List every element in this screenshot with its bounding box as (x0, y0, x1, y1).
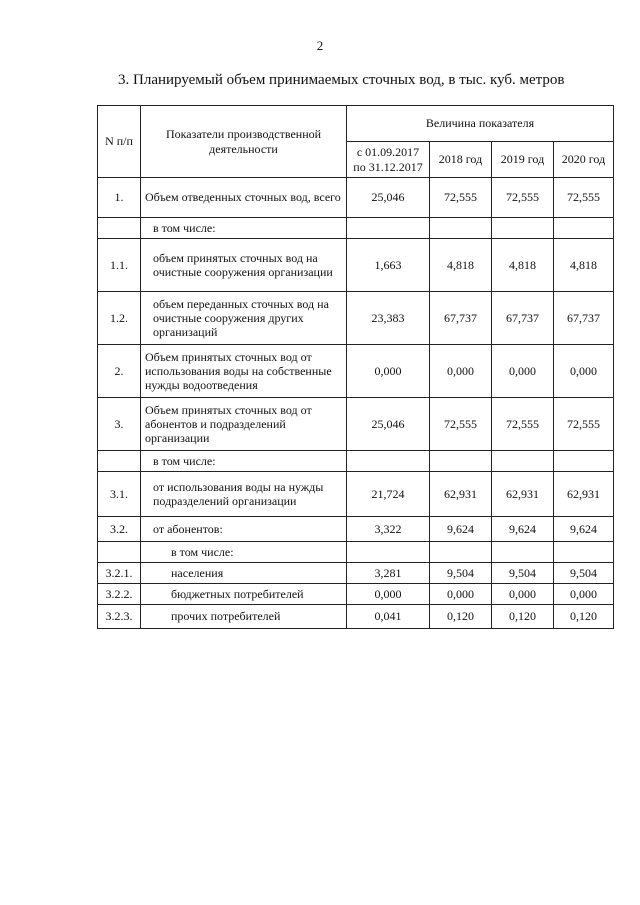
table-row (98, 239, 614, 292)
row-label: в том числе: (141, 218, 347, 239)
row-value: 62,931 (554, 472, 614, 517)
row-value: 9,504 (554, 563, 614, 584)
row-value: 9,504 (430, 563, 492, 584)
row-value (554, 218, 614, 239)
header-period-4: 2020 год (554, 142, 614, 178)
row-value: 67,737 (554, 292, 614, 345)
header-period-1: с 01.09.2017 по 31.12.2017 (347, 142, 430, 178)
row-value (430, 542, 492, 563)
row-value (492, 451, 554, 472)
table-row (98, 542, 614, 563)
table-row (98, 451, 614, 472)
row-value (347, 542, 430, 563)
row-num (98, 542, 141, 563)
row-value: 25,046 (347, 398, 430, 451)
table-row (98, 605, 614, 629)
row-label: бюджетных потребителей (141, 584, 347, 605)
row-value: 72,555 (554, 178, 614, 218)
row-value (430, 218, 492, 239)
header-period-2: 2018 год (430, 142, 492, 178)
row-value: 9,624 (492, 517, 554, 542)
row-num: 3.1. (98, 472, 141, 517)
table-row (98, 178, 614, 218)
header-value: Величина показателя (347, 106, 614, 142)
header-num: N п/п (98, 106, 141, 178)
row-value (554, 542, 614, 563)
row-label: Объем принятых сточных вод от использования воды на собственные нужды водоотведения (141, 345, 347, 398)
row-value (492, 218, 554, 239)
header-period-3: 2019 год (492, 142, 554, 178)
row-num: 3.2.3. (98, 605, 141, 629)
row-label: в том числе: (141, 542, 347, 563)
table-row (98, 584, 614, 605)
row-value: 0,000 (430, 584, 492, 605)
row-label: от использования воды на нужды подразделений организации (141, 472, 347, 517)
page-number: 2 (316, 38, 324, 53)
row-label: Объем принятых сточных вод от абонентов и подразделений организации (141, 398, 347, 451)
row-value: 0,120 (492, 605, 554, 629)
row-value: 9,624 (430, 517, 492, 542)
row-value (430, 451, 492, 472)
row-value: 72,555 (430, 398, 492, 451)
row-label: объем принятых сточных вод на очистные сооружения организации (141, 239, 347, 292)
row-value: 72,555 (492, 178, 554, 218)
row-value (492, 542, 554, 563)
row-value: 9,504 (492, 563, 554, 584)
row-value (347, 218, 430, 239)
row-value: 4,818 (492, 239, 554, 292)
row-label: объем переданных сточных вод на очистные сооружения других организаций (141, 292, 347, 345)
wastewater-table (97, 105, 614, 629)
row-label: прочих потребителей (141, 605, 347, 629)
section-title: 3. Планируемый объем принимаемых сточных вод, в тыс. куб. метров (118, 72, 565, 88)
row-num (98, 218, 141, 239)
row-value (347, 451, 430, 472)
header-indicator: Показатели производственной деятельности (141, 106, 347, 178)
row-value: 0,000 (554, 584, 614, 605)
row-num: 1.1. (98, 239, 141, 292)
table-row (98, 345, 614, 398)
row-value: 3,281 (347, 563, 430, 584)
row-value: 67,737 (492, 292, 554, 345)
row-num: 3.2.2. (98, 584, 141, 605)
row-label: в том числе: (141, 451, 347, 472)
table-row (98, 218, 614, 239)
row-num: 2. (98, 345, 141, 398)
row-value: 0,000 (492, 345, 554, 398)
row-value: 72,555 (492, 398, 554, 451)
row-value: 4,818 (430, 239, 492, 292)
row-value: 72,555 (554, 398, 614, 451)
row-value: 4,818 (554, 239, 614, 292)
row-value: 0,041 (347, 605, 430, 629)
table-row (98, 517, 614, 542)
row-num (98, 451, 141, 472)
row-value: 0,000 (347, 584, 430, 605)
row-value: 67,737 (430, 292, 492, 345)
row-value: 62,931 (430, 472, 492, 517)
row-num: 3.2. (98, 517, 141, 542)
row-value: 0,000 (430, 345, 492, 398)
row-value: 0,120 (554, 605, 614, 629)
row-value: 0,000 (347, 345, 430, 398)
table-row (98, 563, 614, 584)
row-value: 0,000 (492, 584, 554, 605)
row-value: 3,322 (347, 517, 430, 542)
row-num: 1. (98, 178, 141, 218)
row-value: 1,663 (347, 239, 430, 292)
row-value: 25,046 (347, 178, 430, 218)
table-row (98, 292, 614, 345)
row-value: 9,624 (554, 517, 614, 542)
row-value (554, 451, 614, 472)
row-num: 3. (98, 398, 141, 451)
row-value: 0,120 (430, 605, 492, 629)
table-row (98, 472, 614, 517)
row-label: населения (141, 563, 347, 584)
row-label: Объем отведенных сточных вод, всего (141, 178, 347, 218)
row-num: 1.2. (98, 292, 141, 345)
row-num: 3.2.1. (98, 563, 141, 584)
row-value: 72,555 (430, 178, 492, 218)
row-value: 0,000 (554, 345, 614, 398)
row-value: 62,931 (492, 472, 554, 517)
row-value: 23,383 (347, 292, 430, 345)
row-value: 21,724 (347, 472, 430, 517)
row-label: от абонентов: (141, 517, 347, 542)
table-row (98, 398, 614, 451)
